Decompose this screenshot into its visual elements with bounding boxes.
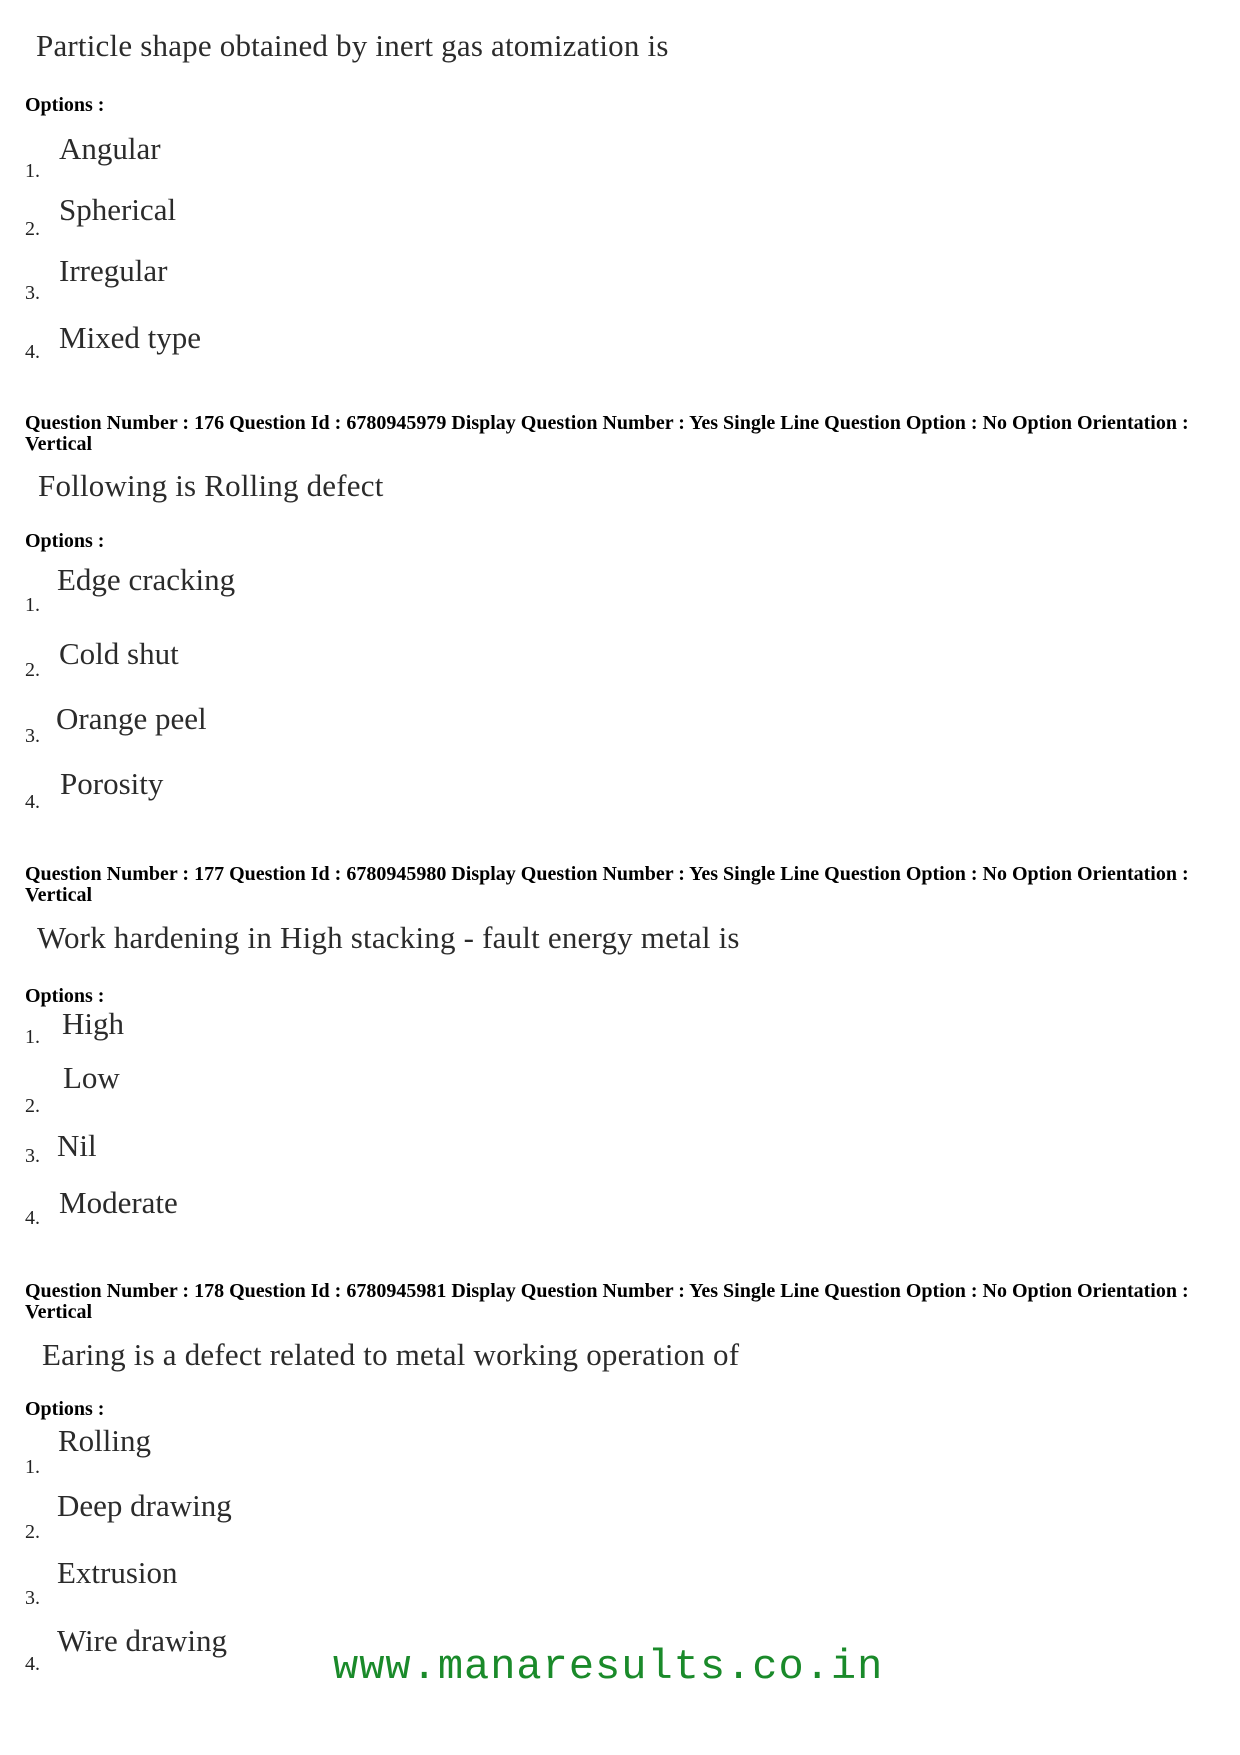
q178-option-4-number: 4.	[25, 1653, 40, 1675]
q178-option-2-number: 2.	[25, 1521, 40, 1543]
q177-option-2-text: Low	[63, 1060, 120, 1095]
question-178-text: Earing is a defect related to metal working operation of	[42, 1337, 740, 1372]
q177-option-1-number: 1.	[25, 1026, 40, 1048]
q176-option-3-text: Orange peel	[56, 701, 207, 736]
q177-option-3-number: 3.	[25, 1145, 40, 1167]
q175-option-1-number: 1.	[25, 160, 40, 182]
q175-option-3-number: 3.	[25, 282, 40, 304]
q177-option-4-text: Moderate	[59, 1185, 178, 1220]
question-176-text: Following is Rolling defect	[38, 468, 384, 503]
q175-option-3-text: Irregular	[59, 253, 168, 288]
q176-option-2-number: 2.	[25, 659, 40, 681]
question-177-text: Work hardening in High stacking - fault energy metal is	[37, 920, 740, 955]
q178-option-3-text: Extrusion	[57, 1555, 178, 1590]
q176-option-2-text: Cold shut	[59, 636, 179, 671]
q178-option-1-text: Rolling	[58, 1423, 152, 1458]
q178-option-4-text: Wire drawing	[57, 1623, 228, 1658]
q177-option-1-text: High	[62, 1006, 124, 1041]
question-178-options-label: Options :	[25, 1398, 105, 1420]
q176-option-3-number: 3.	[25, 725, 40, 747]
q176-option-4-text: Porosity	[60, 766, 164, 801]
q175-option-4-text: Mixed type	[59, 320, 202, 355]
question-177-options-label: Options :	[25, 985, 105, 1007]
question-177-meta: Question Number : 177 Question Id : 6780945980 Display Question Number : Yes Single Line Question Option : No Option Orientation : Vertical	[25, 863, 1189, 906]
q177-option-2-number: 2.	[25, 1095, 40, 1117]
q178-option-1-number: 1.	[25, 1456, 40, 1478]
q178-option-2-text: Deep drawing	[57, 1488, 232, 1523]
question-175-options-label: Options :	[25, 94, 105, 116]
site-watermark: www.manaresults.co.in	[333, 1643, 884, 1691]
q177-option-3-text: Nil	[57, 1128, 97, 1163]
question-176-meta: Question Number : 176 Question Id : 6780945979 Display Question Number : Yes Single Line Question Option : No Option Orientation : Vertical	[25, 412, 1189, 455]
q175-option-2-text: Spherical	[59, 192, 177, 227]
question-178-meta: Question Number : 178 Question Id : 6780945981 Display Question Number : Yes Single Line Question Option : No Option Orientation : Vertical	[25, 1280, 1189, 1323]
question-176-options-label: Options :	[25, 530, 105, 552]
q175-option-2-number: 2.	[25, 218, 40, 240]
q176-option-1-text: Edge cracking	[57, 562, 236, 597]
q175-option-4-number: 4.	[25, 341, 40, 363]
q178-option-3-number: 3.	[25, 1587, 40, 1609]
question-175-text: Particle shape obtained by inert gas atomization is	[36, 28, 669, 63]
q176-option-1-number: 1.	[25, 594, 40, 616]
q176-option-4-number: 4.	[25, 791, 40, 813]
q177-option-4-number: 4.	[25, 1207, 40, 1229]
q175-option-1-text: Angular	[59, 131, 161, 166]
